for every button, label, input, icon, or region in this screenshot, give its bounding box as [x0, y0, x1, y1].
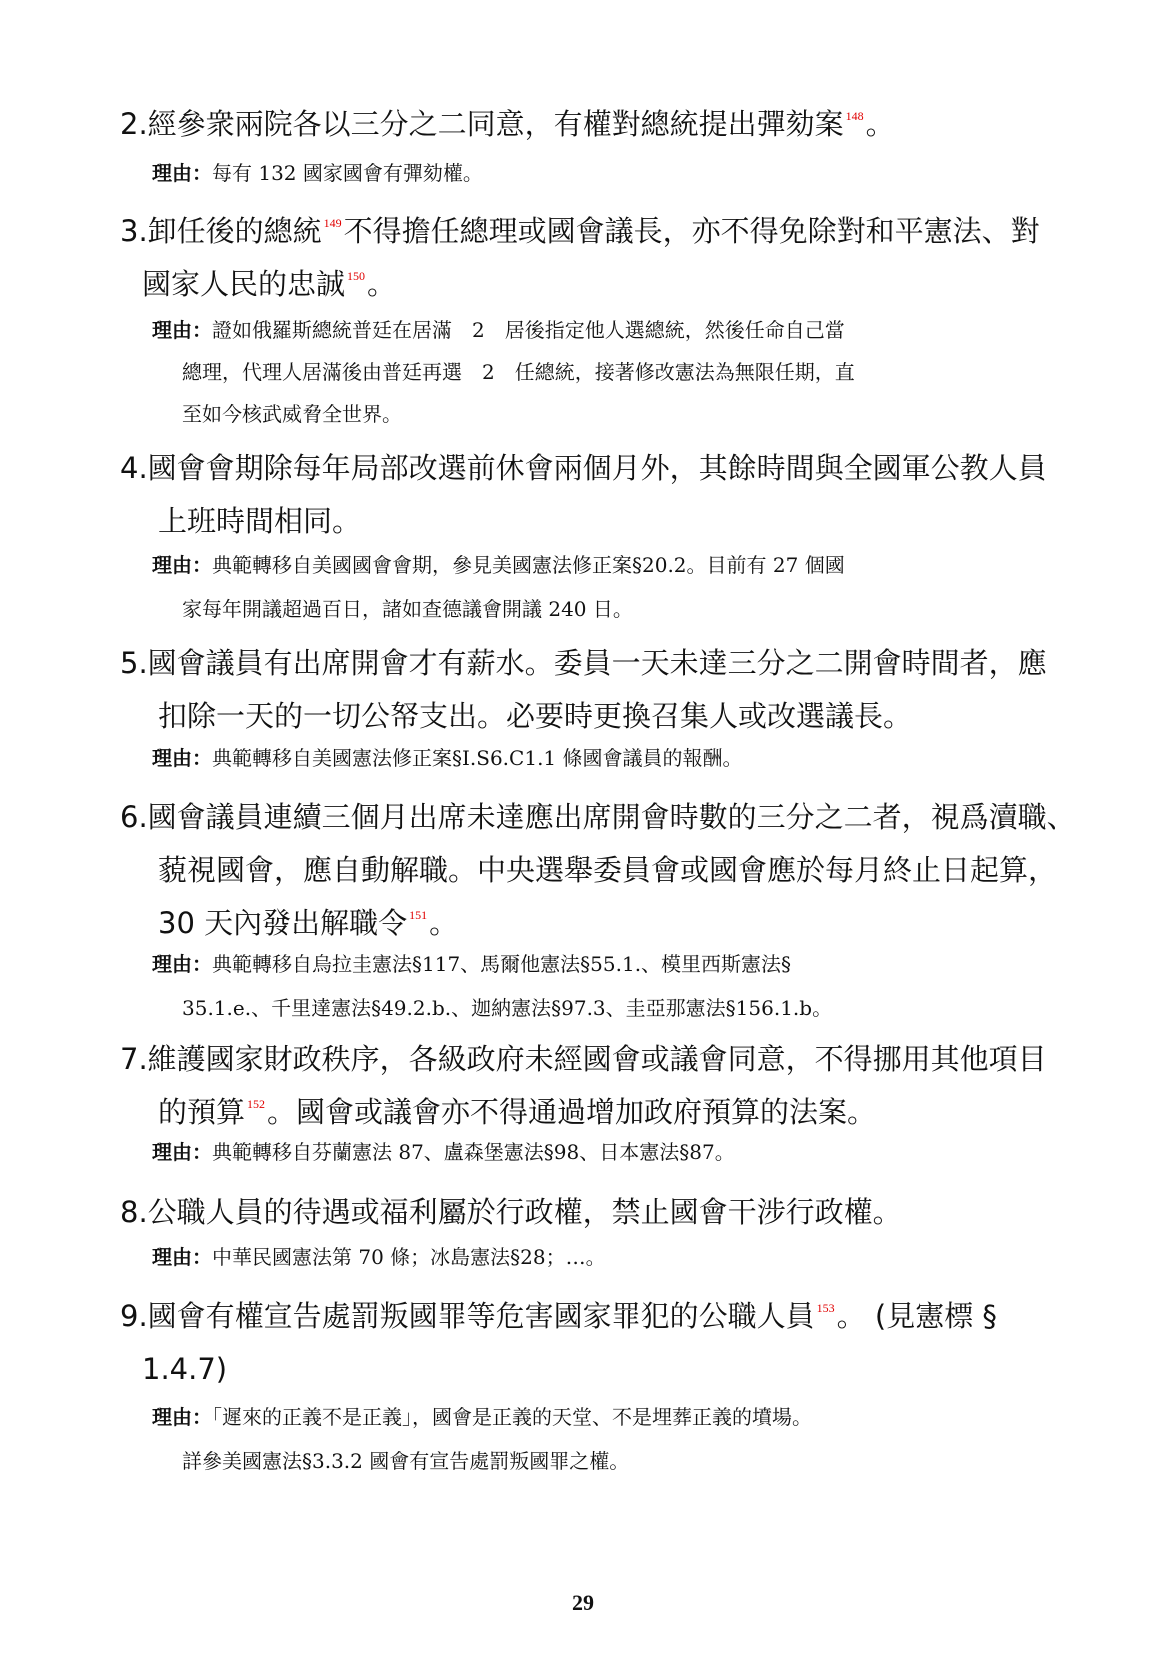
- item-text: 。: [429, 906, 459, 940]
- footnote-ref[interactable]: 148: [845, 109, 864, 123]
- item-line: [120, 98, 1050, 151]
- footnote-ref[interactable]: 150: [347, 269, 366, 283]
- item-text: 30 天內發出解職令: [158, 906, 408, 940]
- item-text: 9.國會有權宣告處罰叛國罪等危害國家罪犯的公職人員: [120, 1299, 815, 1333]
- reason-text: 證如俄羅斯總統普廷在居滿 2 居後指定他人選總統，然後任命自己當: [212, 318, 845, 342]
- item-text: 扣除一天的一切公帑支出。必要時更換召集人或改選議長。: [158, 699, 913, 733]
- reason-block-6: [152, 942, 1052, 1030]
- item-text: 6.國會議員連續三個月出席未達應出席開會時數的三分之二者，視爲瀆職、: [120, 800, 1076, 834]
- reason-block-8: [152, 1243, 1052, 1271]
- article-item-6: [120, 791, 1076, 950]
- item-text: 國家人民的忠誠: [142, 267, 346, 301]
- reason-label: 理由：: [152, 952, 212, 976]
- reason-text: 每有 132 國家國會有彈劾權。: [212, 161, 483, 185]
- reason-label: 理由：: [152, 746, 212, 770]
- reason-text: 「遲來的正義不是正義」，國會是正義的天堂、不是埋葬正義的墳場。: [212, 1405, 812, 1429]
- item-line: [120, 442, 1050, 495]
- item-text: 。: [865, 107, 895, 141]
- reason-block-2: [152, 160, 1052, 186]
- item-text: 3.卸任後的總統: [120, 214, 322, 248]
- reason-label: 理由：: [152, 318, 212, 342]
- reason-text: 典範轉移自芬蘭憲法 87、盧森堡憲法§98、日本憲法§87。: [212, 1140, 735, 1164]
- article-item-5: [120, 637, 1050, 743]
- reason-text: 典範轉移自烏拉圭憲法§117、馬爾他憲法§55.1.、模里西斯憲法§: [212, 952, 792, 976]
- item-line: [120, 495, 1050, 548]
- item-text: 5.國會議員有出席開會才有薪水。委員一天未達三分之二開會時間者，應: [120, 646, 1047, 680]
- item-text: 2.經參衆兩院各以三分之二同意，有權對總統提出彈劾案: [120, 107, 844, 141]
- reason-block-5: [152, 744, 1052, 772]
- item-text: 上班時間相同。: [158, 504, 362, 538]
- footnote-ref[interactable]: 152: [247, 1097, 266, 1111]
- item-text: 1.4.7): [142, 1352, 228, 1386]
- reason-block-9: [152, 1395, 1052, 1483]
- item-text: 。: [367, 267, 397, 301]
- item-text: 4.國會會期除每年局部改選前休會兩個月外，其餘時間與全國軍公教人員: [120, 451, 1047, 485]
- reason-block-7: [152, 1138, 1052, 1166]
- item-line: [120, 258, 1050, 311]
- reason-label: 理由：: [152, 553, 212, 577]
- item-text: 7.維護國家財政秩序，各級政府未經國會或議會同意，不得挪用其他項目: [120, 1042, 1047, 1076]
- item-line: [120, 1033, 1050, 1086]
- item-text: 的預算: [158, 1095, 246, 1129]
- reason-text: 35.1.e.、千里達憲法§49.2.b.、迦納憲法§97.3、圭亞那憲法§156.1.b。: [182, 996, 833, 1020]
- reason-label: 理由：: [152, 1140, 212, 1164]
- item-line: [120, 205, 1050, 258]
- item-text: 。國會或議會亦不得通過增加政府預算的法案。: [267, 1095, 877, 1129]
- reason-block-3: [152, 309, 1052, 435]
- reason-text: 典範轉移自美國憲法修正案§I.S6.C1.1 條國會議員的報酬。: [212, 746, 743, 770]
- reason-text: 典範轉移自美國國會會期，參見美國憲法修正案§20.2。目前有 27 個國: [212, 553, 845, 577]
- item-line: [120, 1086, 1050, 1139]
- reason-block-4: [152, 543, 1052, 631]
- item-text: 藐視國會，應自動解職。中央選舉委員會或國會應於每月終止日起算，: [158, 853, 1058, 887]
- article-item-7: [120, 1033, 1050, 1139]
- article-item-8: [120, 1186, 1050, 1239]
- reason-label: 理由：: [152, 1245, 212, 1269]
- reason-text: 詳參美國憲法§3.3.2 國會有宣告處罰叛國罪之權。: [182, 1449, 630, 1473]
- item-text: 不得擔任總理或國會議長，亦不得免除對和平憲法、對: [343, 214, 1040, 248]
- article-item-4: [120, 442, 1050, 548]
- article-item-2: [120, 98, 1050, 151]
- reason-text: 家每年開議超過百日，諸如查德議會開議 240 日。: [182, 597, 633, 621]
- item-line: [120, 1343, 1050, 1396]
- item-text: 8.公職人員的待遇或福利屬於行政權，禁止國會干涉行政權。: [120, 1195, 902, 1229]
- footnote-ref[interactable]: 151: [409, 908, 428, 922]
- reason-label: 理由：: [152, 1405, 212, 1429]
- reason-label: 理由：: [152, 161, 212, 185]
- reason-text: 總理，代理人居滿後由普廷再選 2 任總統，接著修改憲法為無限任期，直: [182, 360, 855, 384]
- page-number: 29: [572, 1590, 594, 1615]
- item-line: [120, 791, 1076, 844]
- item-line: [120, 1186, 1050, 1239]
- article-item-9: [120, 1290, 1050, 1396]
- item-text: 。 (見憲標 §: [836, 1299, 997, 1333]
- footnote-ref[interactable]: 149: [323, 216, 342, 230]
- item-line: [120, 690, 1050, 743]
- item-line: [120, 637, 1050, 690]
- footnote-ref[interactable]: 153: [816, 1301, 835, 1315]
- item-line: [120, 1290, 1050, 1343]
- reason-text: 至如今核武威脅全世界。: [182, 402, 402, 426]
- article-item-3: [120, 205, 1050, 311]
- reason-text: 中華民國憲法第 70 條；冰島憲法§28；…。: [212, 1245, 606, 1269]
- item-line: [120, 844, 1058, 897]
